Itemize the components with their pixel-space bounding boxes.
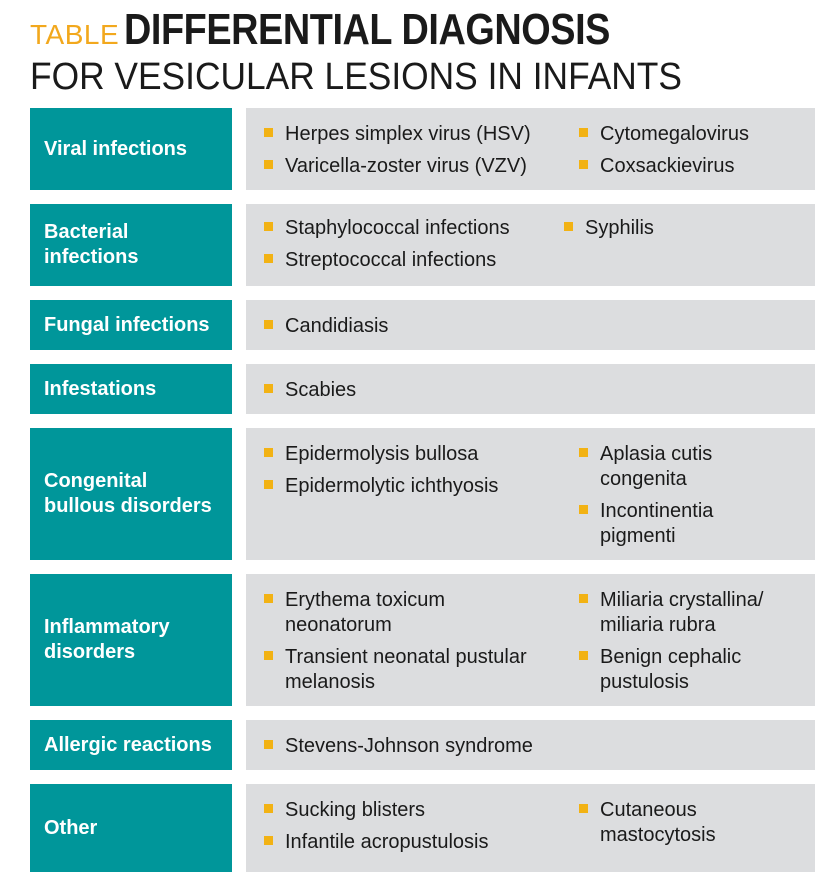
- category-cell: [30, 574, 232, 706]
- conditions-cell: [246, 784, 815, 872]
- square-bullet-icon: [579, 651, 588, 660]
- category-cell: [30, 108, 232, 190]
- conditions-column: [579, 442, 805, 548]
- condition-label: Incontinentia pigmenti: [600, 500, 714, 547]
- table-row: [30, 428, 815, 560]
- table-row: [30, 364, 815, 414]
- title-line: [30, 5, 830, 54]
- square-bullet-icon: [264, 222, 273, 231]
- condition-label: Epidermolytic ichthyosis: [285, 475, 499, 497]
- category-cell: [30, 784, 232, 872]
- condition-label: Staphylococcal infections: [285, 217, 510, 239]
- condition-item: [579, 499, 805, 549]
- condition-item: [579, 588, 805, 638]
- conditions-column: [579, 798, 805, 860]
- category-cell: [30, 428, 232, 560]
- square-bullet-icon: [264, 836, 273, 845]
- category-label: Infestations: [44, 377, 157, 400]
- square-bullet-icon: [579, 594, 588, 603]
- square-bullet-icon: [579, 160, 588, 169]
- condition-item: [264, 830, 579, 855]
- table-row: [30, 300, 815, 350]
- condition-item: [264, 248, 564, 273]
- conditions-cell: [246, 720, 815, 770]
- square-bullet-icon: [264, 160, 273, 169]
- conditions-cell: [246, 300, 815, 350]
- condition-item: [264, 154, 579, 179]
- table-title: DIFFERENTIAL DIAGNOSIS: [123, 5, 610, 54]
- conditions-column: [264, 378, 579, 402]
- square-bullet-icon: [264, 480, 273, 489]
- table-subtitle: FOR VESICULAR LESIONS IN INFANTS: [30, 56, 682, 98]
- condition-label: Scabies: [285, 379, 357, 401]
- condition-item: [264, 798, 579, 823]
- category-label: Viral infections: [44, 137, 188, 160]
- condition-label: Cutaneous mastocytosis: [600, 799, 716, 846]
- conditions-column: [579, 378, 805, 402]
- conditions-column: [579, 314, 805, 338]
- diagnosis-table: [30, 108, 815, 886]
- category-cell: [30, 204, 232, 286]
- condition-label: Transient neonatal pustular melanosis: [285, 646, 527, 693]
- condition-label: Stevens-Johnson syndrome: [285, 735, 533, 757]
- category-cell: [30, 720, 232, 770]
- square-bullet-icon: [264, 804, 273, 813]
- category-label: Congenital bullous disorders: [44, 470, 212, 517]
- category-label: Bacterial infections: [44, 221, 139, 268]
- condition-label: Syphilis: [585, 217, 654, 239]
- conditions-cell: [246, 364, 815, 414]
- table-header: [30, 5, 830, 99]
- conditions-column: [579, 734, 805, 758]
- condition-item: [264, 216, 564, 241]
- conditions-cell: [246, 108, 815, 190]
- condition-label: Erythema toxicum neonatorum: [285, 589, 446, 636]
- category-label: Allergic reactions: [44, 733, 212, 756]
- square-bullet-icon: [579, 448, 588, 457]
- condition-item: [579, 645, 805, 695]
- condition-item: [579, 798, 805, 848]
- condition-item: [579, 122, 805, 147]
- square-bullet-icon: [264, 384, 273, 393]
- conditions-column: [264, 588, 579, 694]
- square-bullet-icon: [579, 128, 588, 137]
- table-row: [30, 108, 815, 190]
- table-row: [30, 784, 815, 872]
- table-row: [30, 204, 815, 286]
- square-bullet-icon: [264, 128, 273, 137]
- square-bullet-icon: [564, 222, 573, 231]
- table-row: [30, 574, 815, 706]
- condition-item: [564, 216, 805, 241]
- condition-label: Coxsackievirus: [600, 155, 735, 177]
- square-bullet-icon: [264, 740, 273, 749]
- category-cell: [30, 364, 232, 414]
- square-bullet-icon: [579, 505, 588, 514]
- square-bullet-icon: [264, 448, 273, 457]
- condition-item: [579, 442, 805, 492]
- condition-label: Benign cephalic pustulosis: [600, 646, 742, 693]
- conditions-column: [264, 314, 579, 338]
- condition-label: Cytomegalovirus: [600, 123, 749, 145]
- conditions-cell: [246, 428, 815, 560]
- condition-item: [579, 154, 805, 179]
- conditions-cell: [246, 204, 815, 286]
- table-row: [30, 720, 815, 770]
- conditions-column: [564, 216, 805, 274]
- condition-label: Streptococcal infections: [285, 249, 497, 271]
- square-bullet-icon: [264, 320, 273, 329]
- condition-label: Sucking blisters: [285, 799, 426, 821]
- conditions-column: [264, 798, 579, 860]
- condition-label: Miliaria crystallina/ miliaria rubra: [600, 589, 764, 636]
- square-bullet-icon: [579, 804, 588, 813]
- category-label: Other: [44, 816, 98, 839]
- conditions-cell: [246, 574, 815, 706]
- category-label: Fungal infections: [44, 313, 210, 336]
- conditions-column: [264, 442, 579, 548]
- condition-label: Epidermolysis bullosa: [285, 443, 479, 465]
- square-bullet-icon: [264, 594, 273, 603]
- condition-item: [264, 314, 579, 339]
- table-label: TABLE: [30, 19, 120, 50]
- condition-item: [264, 378, 579, 403]
- condition-item: [264, 588, 579, 638]
- category-label: Inflammatory disorders: [44, 616, 170, 663]
- condition-label: Aplasia cutis congenita: [600, 443, 713, 490]
- conditions-column: [264, 122, 579, 178]
- condition-item: [264, 474, 579, 499]
- square-bullet-icon: [264, 254, 273, 263]
- category-cell: [30, 300, 232, 350]
- conditions-column: [579, 588, 805, 694]
- condition-item: [264, 645, 579, 695]
- conditions-column: [579, 122, 805, 178]
- square-bullet-icon: [264, 651, 273, 660]
- conditions-column: [264, 734, 579, 758]
- condition-label: Candidiasis: [285, 315, 389, 337]
- condition-label: Varicella-zoster virus (VZV): [285, 155, 527, 177]
- condition-item: [264, 734, 579, 759]
- condition-item: [264, 122, 579, 147]
- condition-label: Infantile acropustulosis: [285, 831, 489, 853]
- conditions-column: [264, 216, 564, 274]
- condition-label: Herpes simplex virus (HSV): [285, 123, 531, 145]
- condition-item: [264, 442, 579, 467]
